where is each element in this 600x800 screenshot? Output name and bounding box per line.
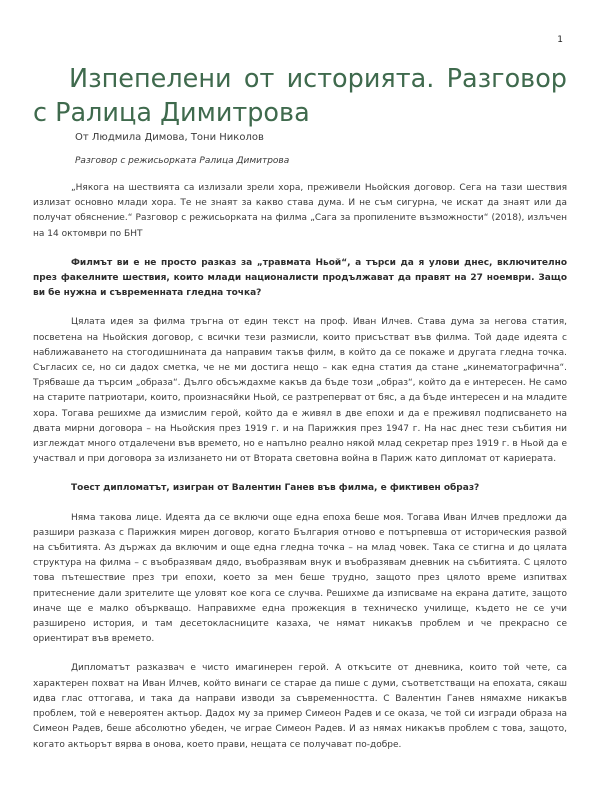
article-subtitle: Разговор с режисьорката Ралица Димитрова [75,156,290,166]
answer-paragraph: Дипломатът разказвач е чисто имагинерен герой. А откъсите от дневника, които той чете, са характерен похват на Иван Илчев, който винаги се старае да пише с думи, съответстващи на епохата, сякаш идва глас оттогава, и така да направи изводи за съвременността. С Валентин Ганев нямахме никакъв проблем, той е невероятен актьор. Дадох му за пример Симеон Радев и се оказа, че той си изгради образа на Симеон Радев, беше абсолютно убеден, че играе Симеон Радев. И аз нямах никакъв проблем с това, защото, когато актьорът вярва в онова, което прави, нещата се получават по-добре. [33,663,567,750]
article-title: Изпепелени от историята. Разговор с Ралица Димитрова [33,64,567,128]
page-number: 1 [557,35,563,45]
answer-paragraph: Цялата идея за филма тръгна от един текст на проф. Иван Илчев. Става дума за негова статия, посветена на Ньойския договор, с всички тези размисли, които присъстват във филма. Той даде идеята с наближаването на стогодишнината да направим такъв филм, в който да се покаже и другата гледна точка. Съгласих се, но си дадох сметка, че не ми достига нещо – как една статия да стане „кинематографична“. Трябваше да търсим „образа“. Дълго обсъждахме какъв да бъде този „образ“, който да е интересен. Не само на старите патриотари, които, произнасяйки Ньой, се разтреперват от бяс, а да бъде интересен и на младите хора. Тогава решихме да измислим герой, който да е живял в две епохи и да е преживял подписването на двата мирни договора – на Ньойския през 1919 г. и на Парижкия през 1947 г. На нас днес тези събития ни изглеждат много отдалечени във времето, но е напълно реално някой млад секретар през 1919 г. в Ньой да е участвал и при договора за излизането ни от Втората световна война в Париж като дипломат от кариерата. [33,317,567,465]
interview-question: Филмът ви е не просто разказ за „травмата Ньой“, а търси да я улови днес, включително през факелните шествия, които млади националисти продължават да правят на 27 ноември. Защо ви бе нужна и съвременната гледна точка? [33,257,567,299]
interview-question: Тоест дипломатът, изигран от Валентин Ганев във филма, е фиктивен образ? [71,483,480,494]
article-authors: От Людмила Димова, Тони Николов [75,132,264,143]
article-body [33,181,567,753]
answer-paragraph: Няма такова лице. Идеята да се включи още една епоха беше моя. Тогава Иван Илчев предложи да разшири разказа с Парижкия мирен договор, когато България отново е потърпевша от историческия развой на събитията. Аз държах да включим и още една гледна точка – на млад човек. Така се стигна и до цялата структура на филма – с въобразявам дядо, въобразявам внук и въобразявам дневник на събитията. С цялото това пътешествие през три епохи, което за мен беше трудно, защото през цялото време изпитвах притеснение дали зрителите ще уловят кое кога се случва. Решихме да изписваме на екрана датите, защото иначе ще е малко объркващо. Направихме една прожекция в техническо училище, където не се учи разширено история, и там десетокласниците казаха, че нямат никакъв проблем и че прекрасно се ориентират във времето. [33,512,567,645]
intro-paragraph: „Някога на шествията са излизали зрели хора, преживели Ньойския договор. Сега на тази шествия излизат основно млади хора. Те не знаят за какво става дума. И не съм сигурна, че искат да знаят или да получат обяснение.“ Разговор с режисьорката на филма „Сага за пропилените възможности“ (2018), излъчен на 14 октомври по БНТ [33,183,567,239]
